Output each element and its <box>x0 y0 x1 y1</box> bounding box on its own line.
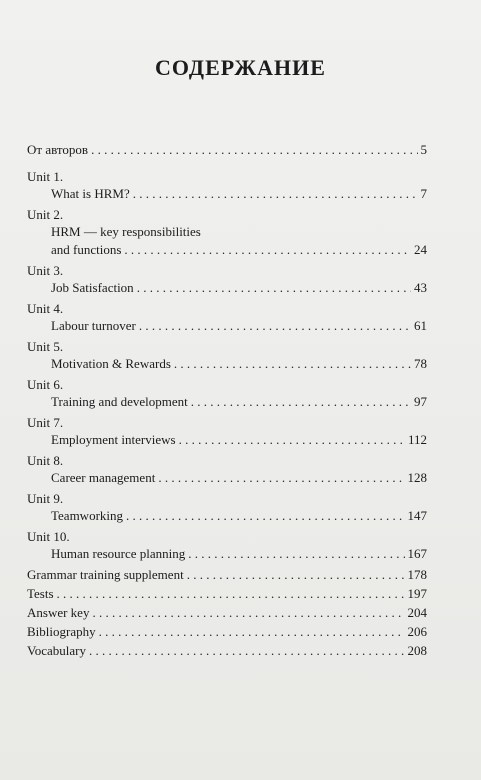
toc-unit-number: Unit 6. <box>27 377 64 392</box>
extras-list <box>27 566 427 660</box>
toc-entry <box>27 507 427 525</box>
leader-dots <box>158 469 404 487</box>
toc-entry-page: 97 <box>414 394 427 409</box>
toc-unit-block <box>27 414 427 452</box>
toc-unit-number: Unit 4. <box>27 301 64 316</box>
toc-unit-block <box>27 528 427 566</box>
toc-entry-page: 7 <box>420 186 427 201</box>
toc-entry-page: 208 <box>407 643 427 658</box>
leader-dots <box>179 431 405 449</box>
leader-dots <box>133 185 418 203</box>
toc-entry-page: 206 <box>407 624 427 639</box>
toc-entry-page: 178 <box>407 567 427 582</box>
toc-entry-label: Job Satisfaction <box>51 280 134 295</box>
leader-dots <box>191 393 411 411</box>
units-list <box>27 168 427 566</box>
toc-entry-label: От авторов <box>27 142 89 157</box>
toc-entry <box>27 393 427 411</box>
toc-entry-page: 197 <box>407 586 427 601</box>
toc-entry <box>27 317 427 335</box>
toc-unit-number: Unit 8. <box>27 453 64 468</box>
toc-unit-number: Unit 1. <box>27 169 64 184</box>
toc-unit-number: Unit 2. <box>27 207 64 222</box>
leader-dots <box>188 545 404 563</box>
toc-entry-label: What is HRM? <box>51 186 130 201</box>
toc-entry-label: Bibliography <box>27 624 96 639</box>
toc-entry <box>27 279 427 297</box>
toc-entry-label: Teamworking <box>51 508 124 523</box>
toc-entry <box>27 431 427 449</box>
toc-entry-label: Human resource planning <box>51 546 186 561</box>
leader-dots <box>57 585 405 603</box>
toc-entry-page: 147 <box>407 508 427 523</box>
toc-entry-page: 167 <box>407 546 427 561</box>
toc-entry-page: 112 <box>407 432 427 447</box>
toc-unit-block <box>27 168 427 206</box>
toc-entry-page: 78 <box>414 356 427 371</box>
leader-dots <box>92 604 404 622</box>
toc-unit-block <box>27 376 427 414</box>
toc-entry-label: Employment interviews <box>51 432 176 447</box>
leader-dots <box>126 507 404 525</box>
table-of-contents <box>27 141 427 661</box>
toc-entry-preface <box>27 141 427 159</box>
toc-unit-block <box>27 490 427 528</box>
toc-entry <box>27 604 427 622</box>
leader-dots <box>187 566 405 584</box>
toc-entry-label: Motivation & Rewards <box>51 356 171 371</box>
toc-entry <box>27 545 427 563</box>
toc-unit-number: Unit 7. <box>27 415 64 430</box>
toc-entry-label: Answer key <box>27 605 90 620</box>
toc-unit-number: Unit 10. <box>27 529 70 544</box>
toc-entry <box>27 585 427 603</box>
toc-unit-number: Unit 9. <box>27 491 64 506</box>
leader-dots <box>91 141 417 159</box>
toc-entry-page: 204 <box>407 605 427 620</box>
toc-entry-label: Vocabulary <box>27 643 86 658</box>
toc-unit-block <box>27 262 427 300</box>
toc-unit-block <box>27 300 427 338</box>
toc-unit-block <box>27 206 427 262</box>
toc-entry <box>27 241 427 259</box>
toc-entry <box>27 469 427 487</box>
leader-dots <box>124 241 411 259</box>
toc-entry-label: Career management <box>51 470 156 485</box>
toc-unit-block <box>27 338 427 376</box>
toc-entry-page: 128 <box>407 470 427 485</box>
leader-dots <box>137 279 411 297</box>
toc-entry <box>27 185 427 203</box>
leader-dots <box>174 355 411 373</box>
toc-entry <box>27 223 427 241</box>
toc-entry-label: Training and development <box>51 394 188 409</box>
toc-entry-label: HRM — key responsibilities <box>51 224 201 239</box>
toc-entry-label: and functions <box>51 242 122 257</box>
toc-entry <box>27 355 427 373</box>
toc-entry-page: 24 <box>414 242 427 257</box>
toc-entry-label: Grammar training supplement <box>27 567 184 582</box>
toc-entry <box>27 642 427 660</box>
toc-unit-number: Unit 5. <box>27 339 64 354</box>
toc-entry-page: 5 <box>420 142 427 157</box>
toc-entry-page: 43 <box>414 280 427 295</box>
toc-unit-number: Unit 3. <box>27 263 64 278</box>
leader-dots <box>89 642 405 660</box>
toc-unit-block <box>27 452 427 490</box>
toc-entry <box>27 623 427 641</box>
toc-entry <box>27 566 427 584</box>
toc-entry-page: 61 <box>414 318 427 333</box>
toc-entry-label: Tests <box>27 586 54 601</box>
leader-dots <box>139 317 411 335</box>
leader-dots <box>99 623 405 641</box>
page-title: СОДЕРЖАНИЕ <box>155 55 326 80</box>
toc-entry-label: Labour turnover <box>51 318 136 333</box>
